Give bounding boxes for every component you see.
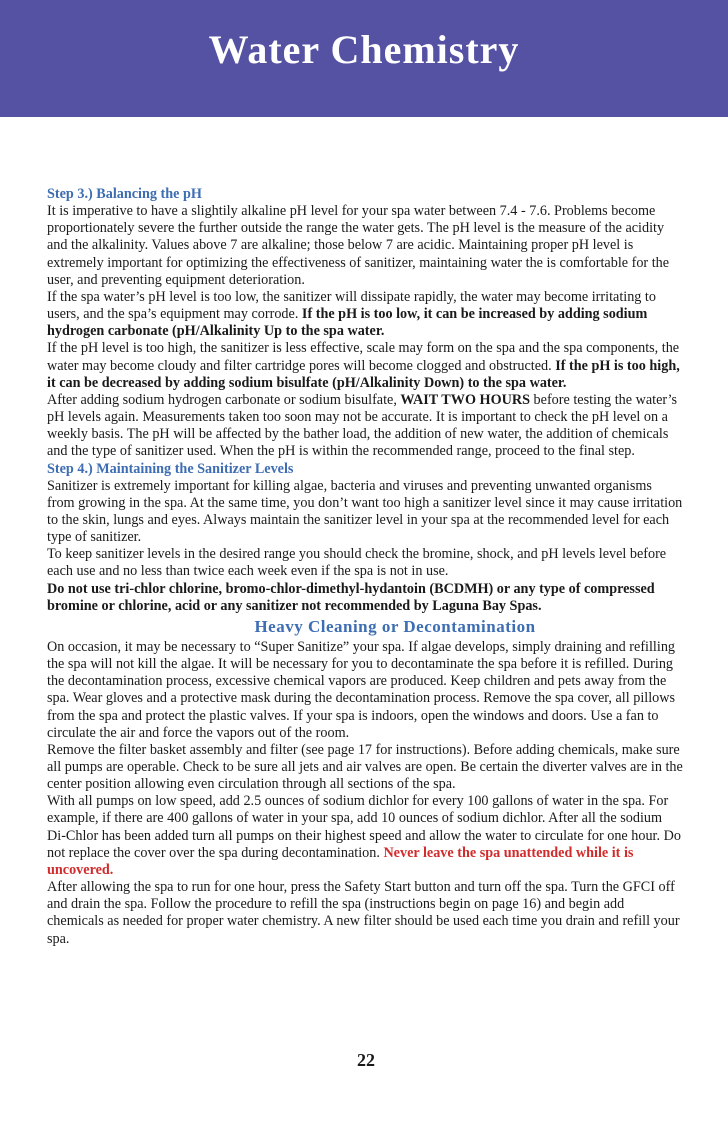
pumps-text: With all pumps on low speed, add 2.5 ounces of sodium dichlor for every 100 gallons of water in the spa. For example, if there are 400 gallons of water in your spa, add 10 ounces of sodium dichlor. After all the sodium Di-Chlor has been added turn all pumps on their highest speed and allow the water to circulate for one hour. Do not replace the cover over the spa during decontamination. (47, 793, 681, 861)
low-ph-text: If the spa water’s pH level is too low, the sanitizer will dissipate rapidly, the water may become irritating to users, and the spa’s equipment may corrode. (47, 288, 656, 323)
high-ph-instruction: If the pH is too high, it can be decreased by adding sodium bisulfate (pH/Alkalinity Down) to the spa water. (47, 357, 680, 391)
step3-heading: Step 3.) Balancing the pH (47, 186, 202, 202)
decon-paragraph-filter: Remove the filter basket assembly and filter (see page 17 for instructions). Before adding chemicals, make sure all pumps are operable. Check to be sure all jets and air valves are open. Be certain the diverter valves are in the center position allowing even circulation through all sections of the spa. (47, 741, 683, 793)
step4-paragraph-check: To keep sanitizer levels in the desired range you should check the bromine, shock, and pH levels level before each use and no less than twice each week even if the spa is not in use. (47, 546, 667, 580)
decon-paragraph-pumps (47, 793, 683, 879)
wait-pre-text: After adding sodium hydrogen carbonate or sodium bisulfate, (47, 391, 401, 408)
high-ph-text: If the pH level is too high, the sanitizer is less effective, scale may form on the spa and the spa components, the water may become cloudy and filter cartridge pores will become clogged and obstructed. (47, 340, 680, 374)
step3-paragraph-high-ph (47, 340, 683, 391)
step4-heading: Step 4.) Maintaining the Sanitizer Levels (47, 460, 294, 477)
decon-paragraph-refill: After allowing the spa to run for one hour, press the Safety Start button and turn off the spa. Turn the GFCI off and drain the spa. Follow the procedure to refill the spa (instructions begin on page 16) and begin add chemicals as needed for proper water chemistry. A new filter should be used each time you drain and refill your spa. (47, 879, 680, 947)
never-leave-warning: Never leave the spa unattended while it is uncovered. (47, 844, 634, 878)
page-title: Water Chemistry (208, 27, 520, 72)
step4-paragraph-intro: Sanitizer is extremely important for killing algae, bacteria and viruses and preventing unwanted organisms from growing in the spa. At the same time, you don’t want too high a sanitizer level since it may cause irritation to the skin, lungs and eyes. Always maintain the sanitizer level in your spa at the recommended level for each type of sanitizer. (47, 477, 683, 546)
decon-paragraph-intro: On occasion, it may be necessary to “Super Sanitize” your spa. If algae develops, simply draining and refilling the spa will not kill the algae. It will be necessary for you to decontaminate the spa before it is refilled. During the decontamination process, excessive chemical vapors are produced. Keep children and pets away from the spa. Wear gloves and a protective mask during the decontamination process. Remove the spa cover, all pillows from the spa and protect the plastic valves. If your spa is indoors, open the windows and doors. Use a fan to circulate the air and force the vapors out of the room. (47, 638, 676, 741)
page-header-banner (0, 0, 728, 117)
step3-paragraph-low-ph (47, 289, 683, 340)
page-number: 22 (357, 1050, 375, 1070)
page-body (47, 186, 683, 948)
step4-warning: Do not use tri-chlor chlorine, bromo-chlor-dimethyl-hydantoin (BCDMH) or any type of compressed bromine or chlorine, acid or any sanitizer not recommended by Laguna Bay Spas. (47, 580, 655, 614)
wait-two-hours: WAIT TWO HOURS (400, 391, 530, 408)
low-ph-instruction: If the pH is too low, it can be increased by adding sodium hydrogen carbonate (pH/Alkalinity Up to the spa water. (47, 306, 648, 340)
step3-paragraph-wait (47, 392, 683, 461)
step3-paragraph-intro: It is imperative to have a slightily alkaline pH level for your spa water between 7.4 - 7.6. Problems become proportionately severe the further outside the range the water gets. The pH level is the measure of the acidity and the alkalinity. Values above 7 are alkaline; those below 7 are acidic. Maintaining proper pH level is extremely important for optimizing the effectiveness of sanitizer, maintaining water the is comfortable for the user, and preventing equipment deterioration. (47, 203, 670, 288)
decontamination-title: Heavy Cleaning or Decontamination (254, 616, 536, 636)
wait-post-text: before testing the water’s pH levels again. Measurements taken too soon may not be accurate. It is important to check the pH level on a weekly basis. The pH will be affected by the bather load, the addition of new water, the addition of chemicals and the type of sanitizer used. When the pH is within the recommended range, proceed to the final step. (47, 391, 678, 460)
